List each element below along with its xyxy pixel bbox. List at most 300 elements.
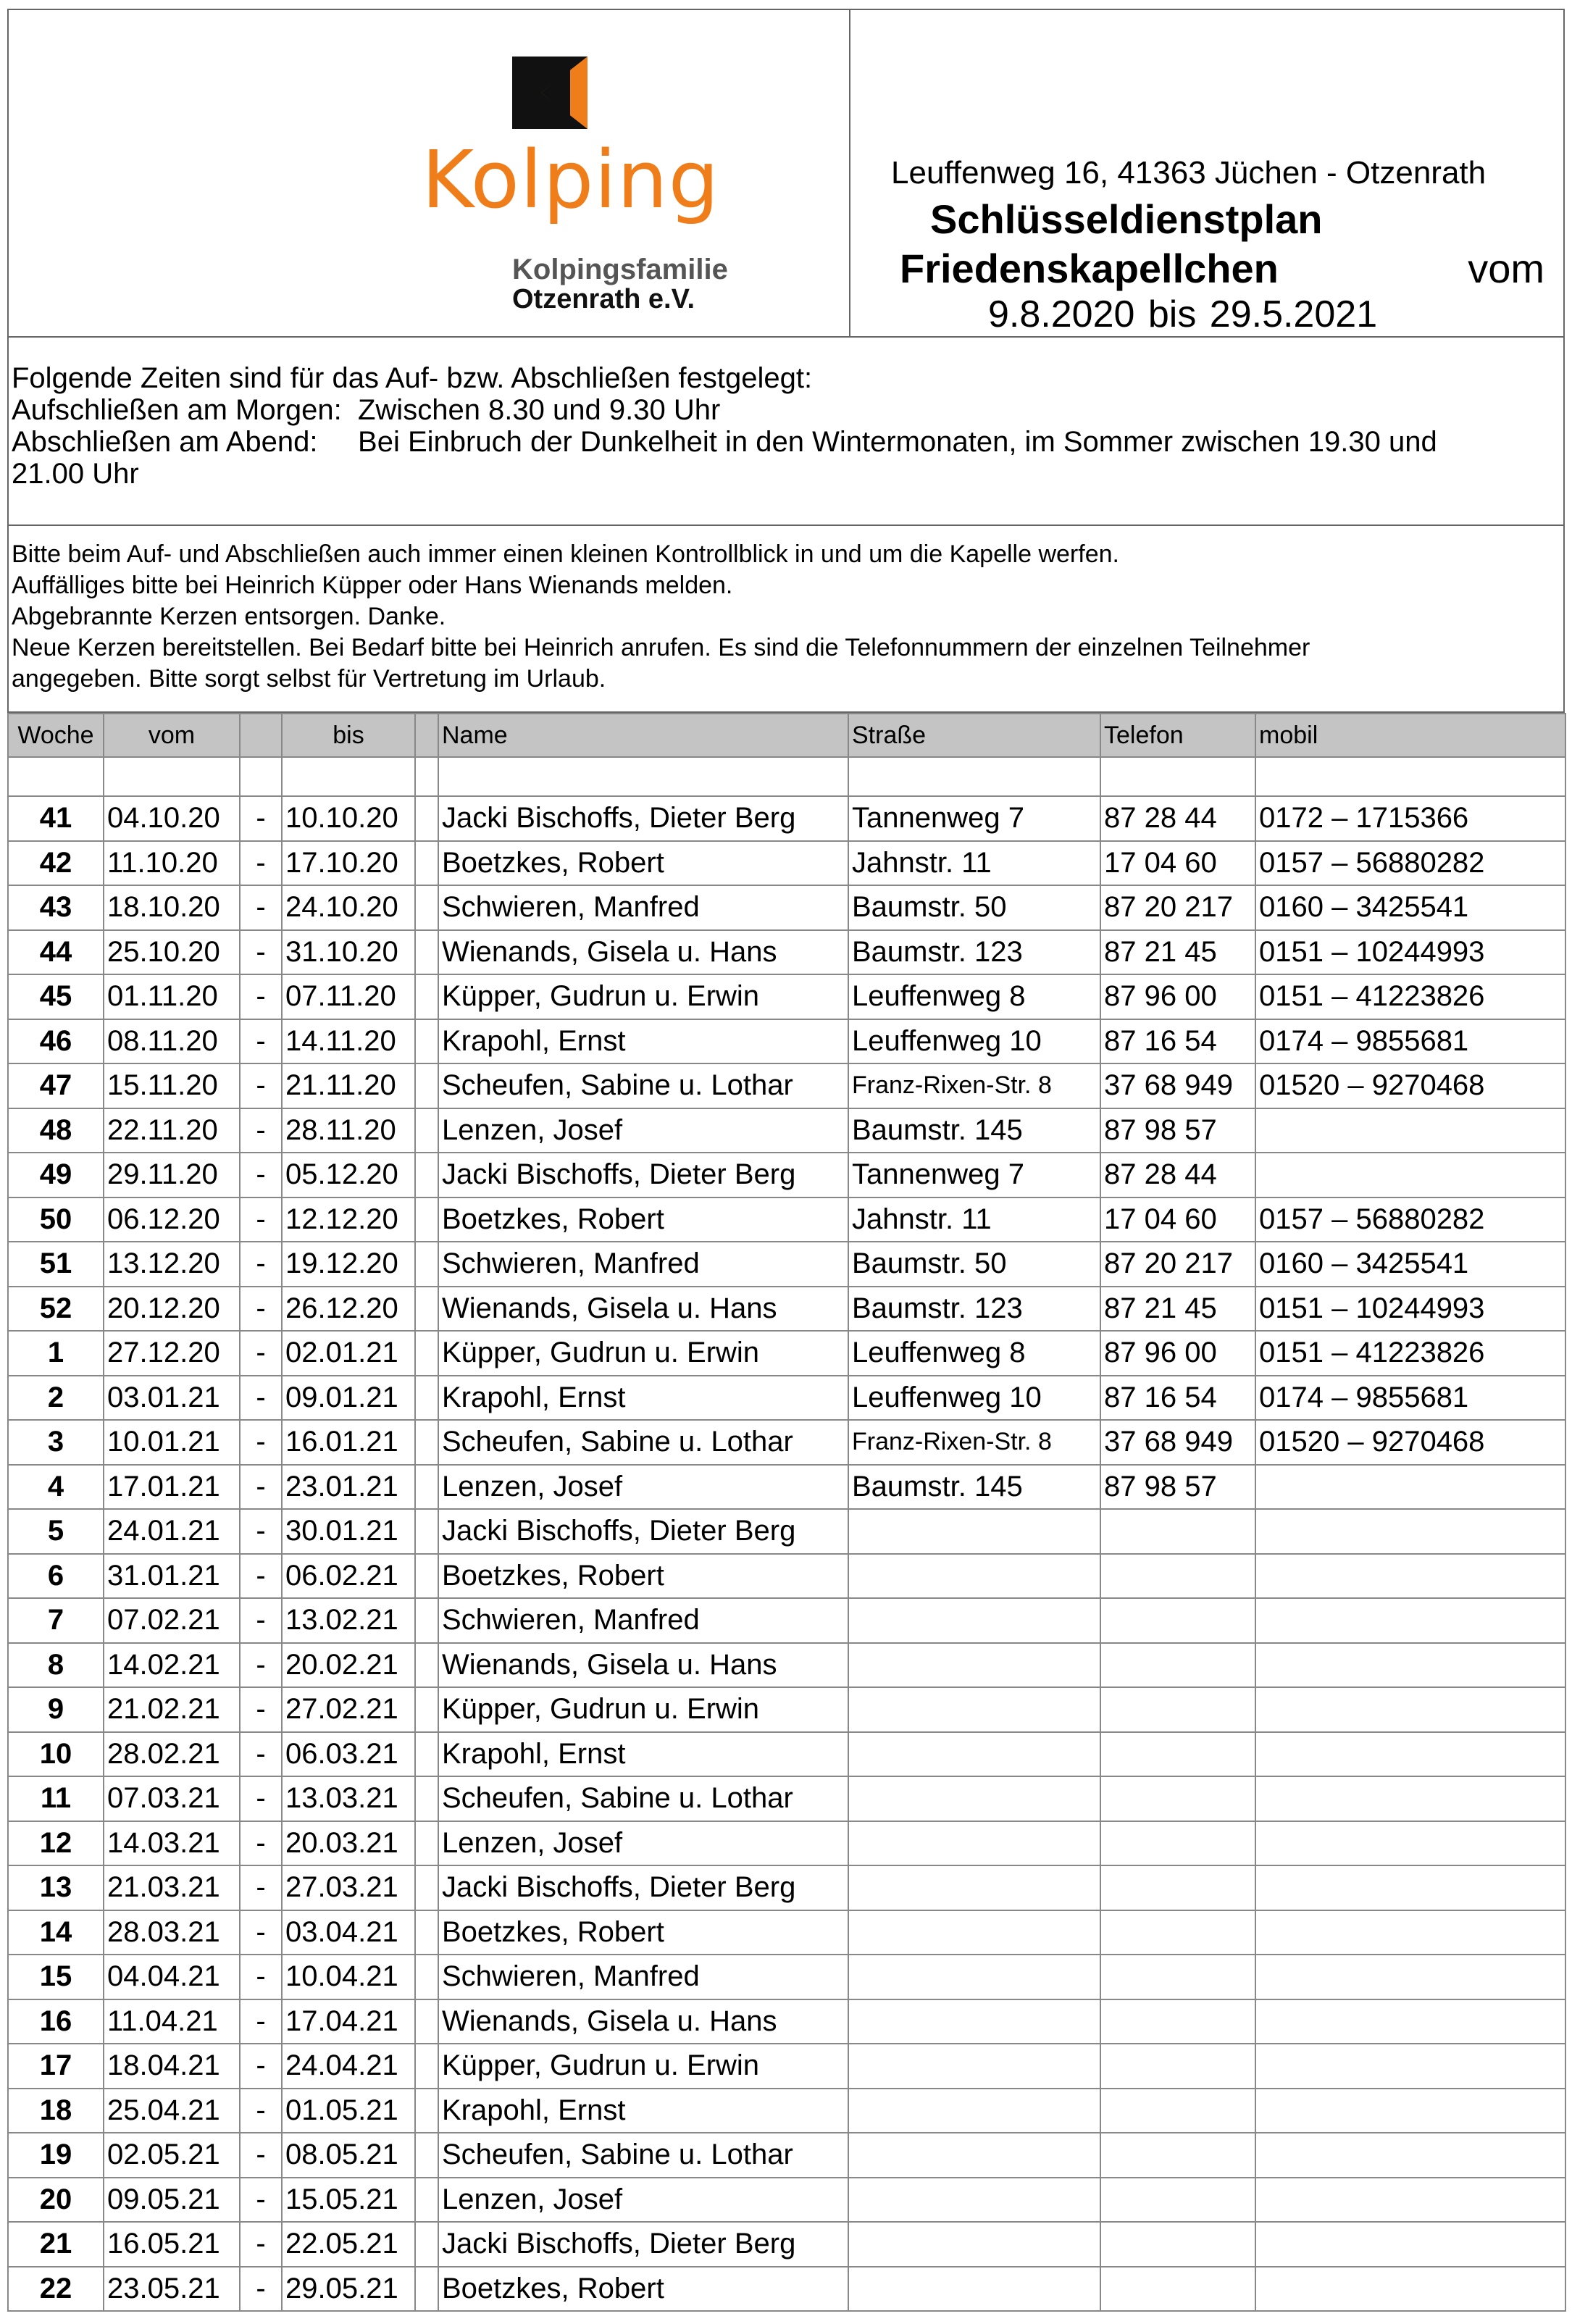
cell-name: Scheufen, Sabine u. Lothar	[438, 1063, 848, 1108]
cell-name: Boetzkes, Robert	[438, 2267, 848, 2312]
cell-strasse	[848, 1955, 1100, 1999]
table-row	[8, 796, 1565, 841]
cell-strasse: Leuffenweg 10	[848, 1019, 1100, 1064]
cell-strasse: Franz-Rixen-Str. 8	[848, 1420, 1100, 1465]
cell-bis: 26.12.20	[282, 1287, 415, 1332]
cell-telefon	[1100, 1955, 1255, 1999]
cell-vom: 11.04.21	[104, 1999, 240, 2044]
header-spacer	[415, 714, 438, 757]
cell-mobil	[1255, 1643, 1565, 1688]
cell-woche: 44	[8, 930, 104, 975]
cell-vom: 24.01.21	[104, 1509, 240, 1554]
cell-strasse: Baumstr. 50	[848, 1242, 1100, 1287]
cell-vom: 18.04.21	[104, 2044, 240, 2089]
cell-woche: 48	[8, 1108, 104, 1153]
cell-dash: -	[240, 1776, 282, 1821]
cell-woche: 19	[8, 2133, 104, 2178]
cell-spacer	[415, 1108, 438, 1153]
cell-dash: -	[240, 1420, 282, 1465]
cell-spacer	[415, 974, 438, 1019]
instruction-line: Auffälliges bitte bei Heinrich Küpper oder Hans Wienands melden.	[12, 572, 733, 599]
cell-dash: -	[240, 1821, 282, 1866]
cell-spacer	[415, 1643, 438, 1688]
cell-dash: -	[240, 796, 282, 841]
table-row	[8, 1509, 1565, 1554]
table-row	[8, 1821, 1565, 1866]
cell-name: Boetzkes, Robert	[438, 1197, 848, 1242]
cell-spacer	[415, 1465, 438, 1510]
cell-bis: 03.04.21	[282, 1910, 415, 1955]
cell-spacer	[415, 1955, 438, 1999]
cell-vom: 25.04.21	[104, 2089, 240, 2133]
cell-spacer	[415, 930, 438, 975]
cell-bis: 16.01.21	[282, 1420, 415, 1465]
cell-woche: 14	[8, 1910, 104, 1955]
cell-vom: 01.11.20	[104, 974, 240, 1019]
cell-dash: -	[240, 1999, 282, 2044]
cell-strasse: Baumstr. 145	[848, 1465, 1100, 1510]
cell-dash: -	[240, 1063, 282, 1108]
cell-telefon	[1100, 2133, 1255, 2178]
cell-strasse	[848, 1509, 1100, 1554]
cell-strasse: Tannenweg 7	[848, 1153, 1100, 1197]
cell-spacer	[415, 2267, 438, 2312]
cell-bis: 31.10.20	[282, 930, 415, 975]
cell-bis: 23.01.21	[282, 1465, 415, 1510]
cell-woche: 20	[8, 2178, 104, 2223]
cell-vom: 10.01.21	[104, 1420, 240, 1465]
instructions-info	[7, 526, 1565, 713]
cell-bis: 17.04.21	[282, 1999, 415, 2044]
cell-mobil	[1255, 1687, 1565, 1732]
table-row	[8, 2044, 1565, 2089]
cell-woche: 15	[8, 1955, 104, 1999]
cell-spacer	[415, 1242, 438, 1287]
cell-woche: 8	[8, 1643, 104, 1688]
cell-telefon	[1100, 2178, 1255, 2223]
cell-mobil: 0151 – 41223826	[1255, 974, 1565, 1019]
cell-vom: 27.12.20	[104, 1331, 240, 1376]
cell-spacer	[415, 1821, 438, 1866]
cell-woche: 9	[8, 1687, 104, 1732]
cell-vom: 31.01.21	[104, 1554, 240, 1599]
cell-mobil: 0151 – 10244993	[1255, 930, 1565, 975]
cell-telefon	[1100, 1910, 1255, 1955]
header-woche: Woche	[8, 714, 104, 757]
cell-bis: 10.04.21	[282, 1955, 415, 1999]
cell-telefon	[1100, 1821, 1255, 1866]
title-cell	[850, 10, 1563, 336]
cell-strasse: Tannenweg 7	[848, 796, 1100, 841]
cell-name: Lenzen, Josef	[438, 1465, 848, 1510]
cell-spacer	[415, 1687, 438, 1732]
cell-bis: 02.01.21	[282, 1331, 415, 1376]
cell-strasse: Baumstr. 50	[848, 885, 1100, 930]
table-body	[8, 757, 1565, 2311]
times-line: Abschließen am Abend: Bei Einbruch der Dunkelheit in den Wintermonaten, im Sommer zwischen 19.30 und	[12, 426, 1437, 458]
cell-spacer	[415, 1910, 438, 1955]
cell-bis: 24.10.20	[282, 885, 415, 930]
cell-dash: -	[240, 1376, 282, 1421]
times-info	[7, 338, 1565, 526]
cell-dash: -	[240, 1153, 282, 1197]
table-row	[8, 1643, 1565, 1688]
cell-bis: 24.04.21	[282, 2044, 415, 2089]
table-row	[8, 930, 1565, 975]
cell-vom: 23.05.21	[104, 2267, 240, 2312]
cell-telefon: 87 98 57	[1100, 1465, 1255, 1510]
table-row	[8, 1465, 1565, 1510]
table-row	[8, 1376, 1565, 1421]
table-row	[8, 2089, 1565, 2133]
cell-woche: 13	[8, 1865, 104, 1910]
table-row	[8, 1910, 1565, 1955]
cell-bis: 28.11.20	[282, 1108, 415, 1153]
cell-strasse	[848, 1598, 1100, 1643]
cell-woche: 22	[8, 2267, 104, 2312]
cell-telefon: 87 20 217	[1100, 1242, 1255, 1287]
cell-woche: 10	[8, 1732, 104, 1777]
table-row	[8, 1019, 1565, 1064]
cell-dash: -	[240, 1465, 282, 1510]
cell-strasse: Leuffenweg 8	[848, 1331, 1100, 1376]
cell-bis: 20.02.21	[282, 1643, 415, 1688]
cell-spacer	[415, 1999, 438, 2044]
cell-name: Boetzkes, Robert	[438, 841, 848, 886]
cell-vom: 07.03.21	[104, 1776, 240, 1821]
cell-strasse	[848, 1865, 1100, 1910]
table-row	[8, 1331, 1565, 1376]
cell-name: Küpper, Gudrun u. Erwin	[438, 1687, 848, 1732]
cell-mobil	[1255, 2089, 1565, 2133]
cell-strasse	[848, 1821, 1100, 1866]
cell-dash: -	[240, 2089, 282, 2133]
cell-woche: 42	[8, 841, 104, 886]
header-spacer	[240, 714, 282, 757]
cell-telefon: 87 16 54	[1100, 1019, 1255, 1064]
header-name: Name	[438, 714, 848, 757]
cell-spacer	[415, 1153, 438, 1197]
cell-vom: 29.11.20	[104, 1153, 240, 1197]
cell-woche: 16	[8, 1999, 104, 2044]
cell-spacer	[415, 2178, 438, 2223]
cell-spacer	[415, 2044, 438, 2089]
cell-spacer	[415, 1197, 438, 1242]
cell-dash: -	[240, 2178, 282, 2223]
table-row	[8, 1955, 1565, 1999]
header-strasse: Straße	[848, 714, 1100, 757]
cell-mobil	[1255, 1955, 1565, 1999]
cell-woche: 4	[8, 1465, 104, 1510]
cell-vom: 09.05.21	[104, 2178, 240, 2223]
table-row	[8, 1197, 1565, 1242]
cell-telefon	[1100, 1554, 1255, 1599]
cell-bis: 06.02.21	[282, 1554, 415, 1599]
cell-dash: -	[240, 2133, 282, 2178]
cell-name: Jacki Bischoffs, Dieter Berg	[438, 1153, 848, 1197]
cell-mobil	[1255, 1821, 1565, 1866]
cell-woche: 17	[8, 2044, 104, 2089]
cell-telefon: 37 68 949	[1100, 1063, 1255, 1108]
cell-woche: 47	[8, 1063, 104, 1108]
table-row	[8, 2133, 1565, 2178]
cell-telefon	[1100, 1776, 1255, 1821]
cell-vom: 08.11.20	[104, 1019, 240, 1064]
cell-dash: -	[240, 1197, 282, 1242]
cell-dash: -	[240, 1509, 282, 1554]
cell-bis: 06.03.21	[282, 1732, 415, 1777]
cell-telefon: 87 96 00	[1100, 974, 1255, 1019]
cell-mobil: 0151 – 10244993	[1255, 1287, 1565, 1332]
cell-telefon: 87 16 54	[1100, 1376, 1255, 1421]
cell-telefon: 87 28 44	[1100, 1153, 1255, 1197]
cell-dash: -	[240, 841, 282, 886]
cell-spacer	[415, 1420, 438, 1465]
cell-dash: -	[240, 1687, 282, 1732]
cell-spacer	[415, 841, 438, 886]
cell-bis: 29.05.21	[282, 2267, 415, 2312]
cell-dash: -	[240, 2267, 282, 2312]
cell-strasse	[848, 1643, 1100, 1688]
cell-mobil	[1255, 1108, 1565, 1153]
cell-mobil: 0157 – 56880282	[1255, 841, 1565, 886]
table-row	[8, 1063, 1565, 1108]
cell-mobil	[1255, 1865, 1565, 1910]
cell-bis: 30.01.21	[282, 1509, 415, 1554]
cell-name: Lenzen, Josef	[438, 1108, 848, 1153]
instruction-line: Abgebrannte Kerzen entsorgen. Danke.	[12, 603, 446, 630]
cell-dash: -	[240, 1108, 282, 1153]
cell-bis: 01.05.21	[282, 2089, 415, 2133]
cell-telefon	[1100, 1643, 1255, 1688]
cell-dash: -	[240, 1643, 282, 1688]
header-bis: bis	[282, 714, 415, 757]
cell-strasse	[848, 1776, 1100, 1821]
cell-name: Schwieren, Manfred	[438, 1598, 848, 1643]
cell-spacer	[415, 1598, 438, 1643]
cell-bis: 05.12.20	[282, 1153, 415, 1197]
cell-telefon: 87 96 00	[1100, 1331, 1255, 1376]
cell-name: Wienands, Gisela u. Hans	[438, 1287, 848, 1332]
cell-dash: -	[240, 1598, 282, 1643]
table-row	[8, 1108, 1565, 1153]
cell-spacer	[415, 1376, 438, 1421]
table-row	[8, 1687, 1565, 1732]
cell-mobil	[1255, 1153, 1565, 1197]
cell-bis: 08.05.21	[282, 2133, 415, 2178]
cell-telefon	[1100, 1687, 1255, 1732]
cell-vom: 14.03.21	[104, 1821, 240, 1866]
cell-name: Krapohl, Ernst	[438, 1019, 848, 1064]
cell-mobil: 0157 – 56880282	[1255, 1197, 1565, 1242]
cell-name: Jacki Bischoffs, Dieter Berg	[438, 2222, 848, 2267]
times-line: 21.00 Uhr	[12, 458, 139, 490]
cell-name: Schwieren, Manfred	[438, 885, 848, 930]
cell-dash: -	[240, 1732, 282, 1777]
logo-subtitle-2: Otzenrath e.V.	[512, 284, 695, 314]
table-row	[8, 2267, 1565, 2312]
cell-vom: 04.10.20	[104, 796, 240, 841]
cell-name: Jacki Bischoffs, Dieter Berg	[438, 1509, 848, 1554]
cell-mobil	[1255, 1732, 1565, 1777]
cell-spacer	[415, 885, 438, 930]
cell-vom: 16.05.21	[104, 2222, 240, 2267]
cell-mobil	[1255, 1910, 1565, 1955]
cell-telefon	[1100, 1732, 1255, 1777]
cell-name: Wienands, Gisela u. Hans	[438, 930, 848, 975]
cell-woche: 50	[8, 1197, 104, 1242]
cell-telefon	[1100, 2222, 1255, 2267]
cell-vom: 07.02.21	[104, 1598, 240, 1643]
table-row	[8, 1598, 1565, 1643]
cell-dash: -	[240, 1910, 282, 1955]
cell-dash: -	[240, 885, 282, 930]
cell-strasse	[848, 1732, 1100, 1777]
cell-spacer	[415, 2089, 438, 2133]
cell-vom: 28.03.21	[104, 1910, 240, 1955]
cell-dash: -	[240, 974, 282, 1019]
cell-name: Wienands, Gisela u. Hans	[438, 1999, 848, 2044]
cell-strasse	[848, 1910, 1100, 1955]
cell-mobil	[1255, 1598, 1565, 1643]
cell-mobil	[1255, 1509, 1565, 1554]
cell-mobil: 0172 – 1715366	[1255, 796, 1565, 841]
table-row	[8, 841, 1565, 886]
times-line: Aufschließen am Morgen: Zwischen 8.30 und 9.30 Uhr	[12, 394, 721, 426]
cell-woche: 6	[8, 1554, 104, 1599]
cell-telefon	[1100, 1865, 1255, 1910]
cell-spacer	[415, 1554, 438, 1599]
cell-vom: 18.10.20	[104, 885, 240, 930]
cell-mobil	[1255, 2178, 1565, 2223]
cell-name: Scheufen, Sabine u. Lothar	[438, 1420, 848, 1465]
cell-bis: 13.02.21	[282, 1598, 415, 1643]
cell-name: Jacki Bischoffs, Dieter Berg	[438, 796, 848, 841]
cell-telefon: 87 28 44	[1100, 796, 1255, 841]
cell-mobil: 01520 – 9270468	[1255, 1063, 1565, 1108]
cell-dash: -	[240, 1019, 282, 1064]
table-header-row	[8, 714, 1565, 757]
cell-telefon	[1100, 2089, 1255, 2133]
cell-woche: 52	[8, 1287, 104, 1332]
cell-dash: -	[240, 930, 282, 975]
cell-telefon: 87 20 217	[1100, 885, 1255, 930]
cell-bis: 09.01.21	[282, 1376, 415, 1421]
cell-woche: 18	[8, 2089, 104, 2133]
cell-woche: 2	[8, 1376, 104, 1421]
cell-mobil	[1255, 1554, 1565, 1599]
cell-telefon	[1100, 1999, 1255, 2044]
table-row	[8, 974, 1565, 1019]
table-row	[8, 1153, 1565, 1197]
cell-dash: -	[240, 2222, 282, 2267]
cell-vom: 21.02.21	[104, 1687, 240, 1732]
cell-vom: 14.02.21	[104, 1643, 240, 1688]
title-line-2: Friedenskapellchen	[900, 246, 1279, 291]
cell-telefon	[1100, 2267, 1255, 2312]
cell-telefon: 87 21 45	[1100, 1287, 1255, 1332]
cell-woche: 41	[8, 796, 104, 841]
cell-bis: 13.03.21	[282, 1776, 415, 1821]
logo-cell	[9, 10, 850, 336]
cell-name: Küpper, Gudrun u. Erwin	[438, 2044, 848, 2089]
cell-name: Krapohl, Ernst	[438, 1376, 848, 1421]
cell-mobil: 0160 – 3425541	[1255, 1242, 1565, 1287]
cell-vom: 22.11.20	[104, 1108, 240, 1153]
cell-vom: 20.12.20	[104, 1287, 240, 1332]
cell-dash: -	[240, 2044, 282, 2089]
table-row	[8, 1242, 1565, 1287]
cell-vom: 28.02.21	[104, 1732, 240, 1777]
logo-subtitle-1: Kolpingsfamilie	[512, 254, 728, 285]
address: Leuffenweg 16, 41363 Jüchen - Otzenrath	[891, 155, 1487, 191]
cell-strasse	[848, 1554, 1100, 1599]
cell-bis: 17.10.20	[282, 841, 415, 886]
cell-spacer	[415, 1776, 438, 1821]
kolping-logo-icon	[512, 57, 588, 129]
cell-mobil: 0174 – 9855681	[1255, 1376, 1565, 1421]
cell-dash: -	[240, 1554, 282, 1599]
cell-woche: 51	[8, 1242, 104, 1287]
cell-strasse: Baumstr. 123	[848, 1287, 1100, 1332]
period: 9.8.2020 bis 29.5.2021	[988, 293, 1378, 335]
empty-row	[8, 757, 1565, 796]
cell-name: Lenzen, Josef	[438, 1821, 848, 1866]
cell-vom: 17.01.21	[104, 1465, 240, 1510]
cell-mobil: 0160 – 3425541	[1255, 885, 1565, 930]
table-row	[8, 885, 1565, 930]
cell-name: Krapohl, Ernst	[438, 1732, 848, 1777]
cell-name: Wienands, Gisela u. Hans	[438, 1643, 848, 1688]
cell-mobil	[1255, 1465, 1565, 1510]
cell-woche: 11	[8, 1776, 104, 1821]
times-line: Folgende Zeiten sind für das Auf- bzw. Abschließen festgelegt:	[12, 362, 813, 394]
schedule-table	[7, 713, 1566, 2312]
cell-name: Boetzkes, Robert	[438, 1554, 848, 1599]
cell-vom: 02.05.21	[104, 2133, 240, 2178]
cell-woche: 21	[8, 2222, 104, 2267]
cell-dash: -	[240, 1865, 282, 1910]
cell-spacer	[415, 1019, 438, 1064]
cell-strasse: Franz-Rixen-Str. 8	[848, 1063, 1100, 1108]
cell-vom: 15.11.20	[104, 1063, 240, 1108]
cell-dash: -	[240, 1331, 282, 1376]
table-row	[8, 2178, 1565, 2223]
cell-spacer	[415, 1331, 438, 1376]
schedule-document	[7, 9, 1565, 2312]
cell-bis: 15.05.21	[282, 2178, 415, 2223]
cell-strasse: Leuffenweg 10	[848, 1376, 1100, 1421]
cell-mobil	[1255, 2267, 1565, 2312]
cell-woche: 12	[8, 1821, 104, 1866]
cell-bis: 12.12.20	[282, 1197, 415, 1242]
cell-bis: 19.12.20	[282, 1242, 415, 1287]
logo-wordmark: Kolping	[422, 133, 720, 226]
cell-vom: 25.10.20	[104, 930, 240, 975]
cell-woche: 46	[8, 1019, 104, 1064]
cell-spacer	[415, 1509, 438, 1554]
instruction-line: Bitte beim Auf- und Abschließen auch immer einen kleinen Kontrollblick in und um die Kapelle werfen.	[12, 540, 1119, 568]
instruction-line: angegeben. Bitte sorgt selbst für Vertretung im Urlaub.	[12, 665, 606, 693]
cell-bis: 07.11.20	[282, 974, 415, 1019]
title-vom: vom	[1468, 246, 1544, 291]
cell-woche: 7	[8, 1598, 104, 1643]
cell-bis: 21.11.20	[282, 1063, 415, 1108]
cell-woche: 3	[8, 1420, 104, 1465]
cell-bis: 27.02.21	[282, 1687, 415, 1732]
cell-woche: 5	[8, 1509, 104, 1554]
table-row	[8, 1999, 1565, 2044]
